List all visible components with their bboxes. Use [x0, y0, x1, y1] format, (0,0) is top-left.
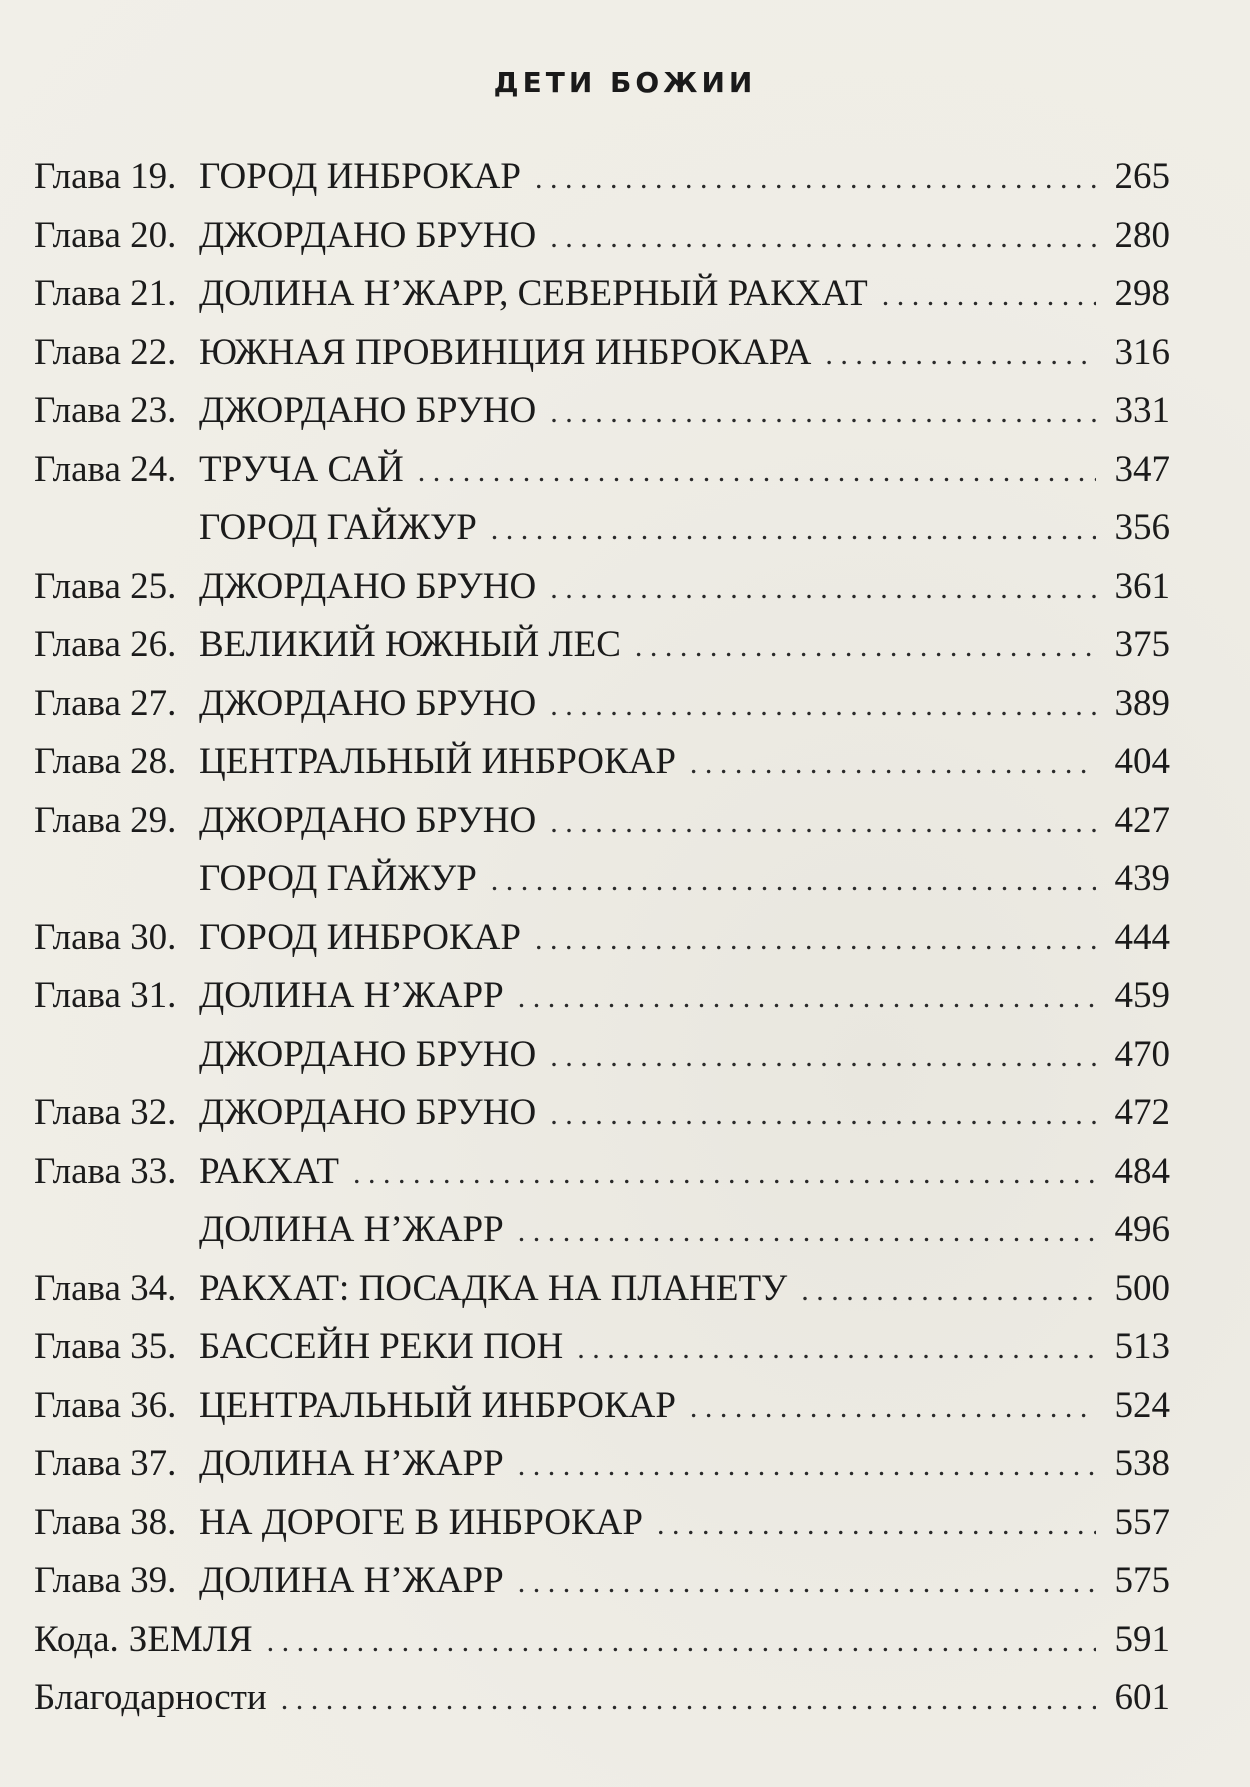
toc-entry — [34, 1435, 1170, 1494]
toc-entry-title: БАССЕЙН РЕКИ ПОН — [199, 1326, 564, 1367]
dot-leader — [281, 1671, 1096, 1730]
toc-entry-prefix: Глава 27. — [34, 682, 177, 724]
toc-entry — [34, 1669, 1170, 1728]
toc-entry — [34, 909, 1170, 968]
toc-entry-page-number: 439 — [1114, 858, 1170, 899]
toc-entry — [34, 441, 1170, 500]
toc-entry-prefix: Глава 24. — [34, 448, 177, 490]
toc-entry-title: ЮЖНАЯ ПРОВИНЦИЯ ИНБРОКАРА — [199, 331, 812, 373]
toc-entry-title: ДЖОРДАНО БРУНО — [199, 799, 537, 841]
toc-entry-title: ДЖОРДАНО БРУНО — [199, 1033, 537, 1075]
toc-entry-page-number: 470 — [1114, 1033, 1170, 1075]
toc-entry-page-number: 265 — [1114, 156, 1170, 197]
dot-leader — [535, 150, 1096, 209]
dot-leader — [577, 1320, 1096, 1379]
toc-entry-page-number: 601 — [1114, 1677, 1170, 1718]
toc-entry-prefix: Глава 19. — [34, 156, 177, 197]
dot-leader — [550, 384, 1096, 443]
toc-entry-title: ДОЛИНА Н’ЖАРР — [199, 1209, 504, 1250]
toc-entry-prefix: Глава 39. — [34, 1560, 177, 1601]
toc-entry-prefix: Глава 38. — [34, 1501, 177, 1543]
toc-entry-page-number: 298 — [1114, 273, 1170, 314]
toc-entry-title: ДОЛИНА Н’ЖАРР — [199, 975, 504, 1016]
dot-leader — [491, 501, 1096, 560]
running-header: ДЕТИ БОЖИИ — [493, 66, 757, 99]
toc-entry-title: ТРУЧА САЙ — [199, 448, 404, 490]
toc-entry-page-number: 347 — [1114, 448, 1170, 490]
toc-entry-title: ГОРОД ГАЙЖУР — [199, 858, 477, 899]
toc-entry-prefix: Глава 28. — [34, 741, 177, 782]
toc-entry-prefix: Глава 29. — [34, 799, 177, 841]
toc-entry-prefix: Глава 26. — [34, 624, 177, 665]
toc-entry-title: ДЖОРДАНО БРУНО — [199, 682, 537, 724]
toc-entry-page-number: 389 — [1114, 682, 1170, 724]
dot-leader — [550, 1028, 1096, 1087]
dot-leader — [635, 618, 1096, 677]
toc-entry-page-number: 404 — [1114, 741, 1170, 782]
dot-leader — [550, 560, 1096, 619]
toc-entry-title: ДЖОРДАНО БРУНО — [199, 214, 537, 256]
toc-entry — [34, 1377, 1170, 1436]
dot-leader — [518, 969, 1096, 1028]
toc-entry-title: ЦЕНТРАЛЬНЫЙ ИНБРОКАР — [199, 1384, 676, 1426]
toc-entry-page-number: 524 — [1114, 1384, 1170, 1426]
toc-entry-page-number: 444 — [1114, 916, 1170, 958]
toc-entry — [34, 558, 1170, 617]
toc-entry-title: ДЖОРДАНО БРУНО — [199, 565, 537, 607]
toc-entry-page-number: 280 — [1114, 214, 1170, 256]
toc-entry-page-number: 496 — [1114, 1209, 1170, 1250]
toc-entry-prefix: Глава 20. — [34, 214, 177, 256]
toc-entry — [34, 1026, 1170, 1085]
dot-leader — [518, 1203, 1096, 1262]
toc-entry-title: НА ДОРОГЕ В ИНБРОКАР — [199, 1501, 643, 1543]
toc-entry-page-number: 316 — [1114, 331, 1170, 373]
toc-entry-title: ВЕЛИКИЙ ЮЖНЫЙ ЛЕС — [199, 624, 621, 665]
dot-leader — [535, 911, 1096, 970]
dot-leader — [518, 1554, 1096, 1613]
dot-leader — [690, 1379, 1096, 1438]
toc-entry — [34, 792, 1170, 851]
toc-entry-title: ГОРОД ГАЙЖУР — [199, 507, 477, 548]
toc-entry-title: ГОРОД ИНБРОКАР — [199, 156, 521, 197]
toc-entry — [34, 1143, 1170, 1202]
toc-entry-prefix: Глава 37. — [34, 1443, 177, 1484]
toc-entry-title: ДОЛИНА Н’ЖАРР — [199, 1443, 504, 1484]
dot-leader — [690, 735, 1096, 794]
toc-entry-page-number: 356 — [1114, 507, 1170, 548]
toc-entry — [34, 1611, 1170, 1670]
toc-entry-page-number: 375 — [1114, 624, 1170, 665]
toc-entry-prefix: Глава 32. — [34, 1092, 177, 1133]
dot-leader — [518, 1437, 1096, 1496]
toc-entry-title: ЦЕНТРАЛЬНЫЙ ИНБРОКАР — [199, 741, 676, 782]
toc-entry-prefix: Глава 30. — [34, 916, 177, 958]
dot-leader — [801, 1262, 1096, 1321]
toc-entry-prefix: Глава 23. — [34, 390, 177, 431]
toc-entry-prefix: Кода. — [34, 1618, 119, 1660]
dot-leader — [267, 1613, 1096, 1672]
toc-entry-prefix: Глава 31. — [34, 975, 177, 1016]
dot-leader — [550, 209, 1096, 268]
toc-entry-page-number: 591 — [1114, 1618, 1170, 1660]
toc-entry — [34, 148, 1170, 207]
toc-entry — [34, 265, 1170, 324]
toc-entry — [34, 1084, 1170, 1143]
toc-entry-prefix: Глава 34. — [34, 1267, 177, 1309]
toc-entry — [34, 324, 1170, 383]
toc-entry-page-number: 538 — [1114, 1443, 1170, 1484]
toc-entry-page-number: 361 — [1114, 565, 1170, 607]
dot-leader — [825, 326, 1096, 385]
toc-entry-page-number: 557 — [1114, 1501, 1170, 1543]
dot-leader — [491, 852, 1096, 911]
toc-entry-title: РАКХАТ — [199, 1150, 340, 1192]
toc-entry — [34, 1201, 1170, 1260]
toc-entry-prefix: Глава 21. — [34, 273, 177, 314]
toc-entry-prefix: Глава 35. — [34, 1326, 177, 1367]
toc-entry-page-number: 331 — [1114, 390, 1170, 431]
toc-entry-title: ДОЛИНА Н’ЖАРР — [199, 1560, 504, 1601]
dot-leader — [882, 267, 1096, 326]
toc-entry — [34, 733, 1170, 792]
toc-entry — [34, 1318, 1170, 1377]
toc-entry — [34, 1494, 1170, 1553]
toc-entry-title: ДЖОРДАНО БРУНО — [199, 390, 537, 431]
dot-leader — [657, 1496, 1096, 1555]
toc-entry-prefix: Глава 33. — [34, 1150, 177, 1192]
dot-leader — [550, 677, 1096, 736]
table-of-contents — [34, 148, 1170, 1728]
toc-entry-page-number: 427 — [1114, 799, 1170, 841]
toc-entry-prefix: Глава 22. — [34, 331, 177, 373]
dot-leader — [550, 1086, 1096, 1145]
toc-entry-page-number: 459 — [1114, 975, 1170, 1016]
toc-entry — [34, 616, 1170, 675]
dot-leader — [418, 443, 1096, 502]
toc-entry-page-number: 472 — [1114, 1092, 1170, 1133]
toc-entry — [34, 382, 1170, 441]
toc-entry — [34, 675, 1170, 734]
dot-leader — [550, 794, 1096, 853]
toc-entry-prefix: Глава 25. — [34, 565, 177, 607]
toc-entry-title: ЗЕМЛЯ — [128, 1618, 253, 1660]
toc-entry-page-number: 500 — [1114, 1267, 1170, 1309]
toc-entry-title: РАКХАТ: ПОСАДКА НА ПЛАНЕТУ — [199, 1267, 788, 1309]
toc-entry — [34, 967, 1170, 1026]
toc-entry — [34, 1260, 1170, 1319]
toc-entry-page-number: 575 — [1114, 1560, 1170, 1601]
toc-entry-title: ДЖОРДАНО БРУНО — [199, 1092, 537, 1133]
toc-entry-prefix: Глава 36. — [34, 1384, 177, 1426]
toc-entry — [34, 499, 1170, 558]
toc-entry-title: Благодарности — [34, 1677, 267, 1718]
toc-entry — [34, 1552, 1170, 1611]
toc-entry — [34, 850, 1170, 909]
toc-entry-page-number: 484 — [1114, 1150, 1170, 1192]
dot-leader — [353, 1145, 1096, 1204]
toc-entry-title: ГОРОД ИНБРОКАР — [199, 916, 521, 958]
toc-entry — [34, 207, 1170, 266]
toc-entry-page-number: 513 — [1114, 1326, 1170, 1367]
toc-entry-title: ДОЛИНА Н’ЖАРР, СЕВЕРНЫЙ РАКХАТ — [199, 273, 868, 314]
